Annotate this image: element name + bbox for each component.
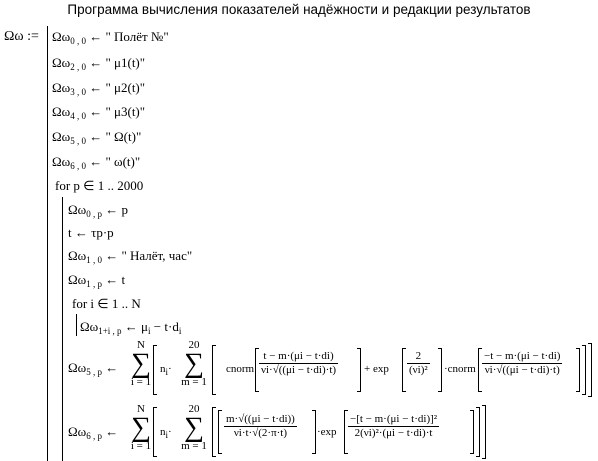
omega6-n: $n_i\cdot$ xyxy=(160,426,172,440)
omega5-bracket-sum2-close xyxy=(582,345,586,395)
omega5-sum-i: N ∑ i = 1 xyxy=(130,339,152,388)
omega5-exp-bracket xyxy=(402,348,406,392)
inner-assign: $\Omega\omega_{1+i , p}$ ← $\mu_i - t\cdot d_i$ xyxy=(80,319,182,336)
omega5-cnorm2-bracket-close xyxy=(576,348,580,392)
omega5-exp: + exp xyxy=(364,363,389,375)
omega6-bracket-sum2 xyxy=(212,407,216,457)
omega5-bracket-open xyxy=(153,345,157,395)
omega5-cnorm-bracket-close xyxy=(357,348,361,392)
for-p-bar xyxy=(62,197,63,461)
omega5-bracket-sum2 xyxy=(212,345,216,395)
omega5-frac1: $\frac{t - m\cdot(\mu i - t\cdot di)}{\nu i\cdot√((\mu i - t\cdot di)\cdot t)}$ xyxy=(261,350,337,376)
omega6-sum-m: 20 ∑ m = 1 xyxy=(181,403,207,452)
header-line-0: $\Omega\omega_{0 , 0}$ ← " Полёт №" xyxy=(52,29,169,46)
for-loop-p: for p ∈ 1 .. 2000 xyxy=(55,178,144,193)
omega5-bracket-close xyxy=(588,343,592,397)
omega5-exp-bracket-close xyxy=(438,348,442,392)
omega6-bracket-close xyxy=(482,405,486,459)
body-line-0: $\Omega\omega_{0 , p}$ ← p xyxy=(68,202,128,219)
page-title: Программа вычисления показателей надёжности и редакции результатов xyxy=(67,2,531,17)
header-line-6: $\Omega\omega_{6 , 0}$ ← " ω(t)" xyxy=(52,154,141,171)
omega6-frac2: $\frac{\text{−[t − m·(μi − t·di)]²}}{\text{2(νi)²·(μi − t·di)·t}}$ xyxy=(350,413,438,439)
body-line-1-0: $\Omega\omega_{1 , 0}$ ← " Налёт, час" xyxy=(68,248,193,265)
omega5-cnorm: cnorm xyxy=(226,363,255,375)
for-i-bar xyxy=(76,314,77,336)
header-line-2: $\Omega\omega_{2 , 0}$ ← " μ1(t)" xyxy=(52,55,146,72)
omega6-frac1-bracket xyxy=(218,410,222,454)
omega6-bracket-sum2-close xyxy=(476,407,480,457)
omega5-lhs: $\Omega\omega_{5 , p}$ ← xyxy=(68,360,119,377)
program-bar xyxy=(47,26,48,461)
body-line-t: t ← τp·p xyxy=(68,225,114,240)
omega6-lhs: $\Omega\omega_{6 , p}$ ← xyxy=(68,424,119,441)
omega5-cnorm2: ·cnorm xyxy=(444,363,476,375)
omega6-frac1-bracket-close xyxy=(312,410,316,454)
omega6-frac1: $\frac{m\cdot√((\mu i - t\cdot di))}{\nu i\cdot t\cdot√(2\cdot\pi\cdot t)}$ xyxy=(226,413,295,439)
omega6-exp: ·exp xyxy=(317,426,337,438)
body-line-1-p: $\Omega\omega_{1 , p}$ ← t xyxy=(68,272,126,289)
omega6-sum-i: N ∑ i = 1 xyxy=(130,403,152,452)
omega5-sum-m: 20 ∑ m = 1 xyxy=(181,339,207,388)
header-line-5: $\Omega\omega_{5 , 0}$ ← " Ω(t)" xyxy=(52,129,142,146)
omega6-bracket-open xyxy=(153,407,157,457)
omega5-frac3: $\frac{-t - m\cdot(\mu i - t\cdot di)}{\nu i\cdot√((\mu i - t\cdot di)\cdot t)}$ xyxy=(484,350,561,376)
for-loop-i: for i ∈ 1 .. N xyxy=(72,296,141,311)
header-line-4: $\Omega\omega_{4 , 0}$ ← " μ3(t)" xyxy=(52,104,146,121)
header-line-3: $\Omega\omega_{3 , 0}$ ← " μ2(t)" xyxy=(52,80,146,97)
omega6-exp-bracket-close xyxy=(470,410,474,454)
program-lhs: Ωω := xyxy=(4,29,39,44)
omega5-frac2: $\frac{2}{\text{(νi)²}}$ xyxy=(409,350,428,376)
omega5-n: $n_i\cdot$ xyxy=(160,363,172,377)
